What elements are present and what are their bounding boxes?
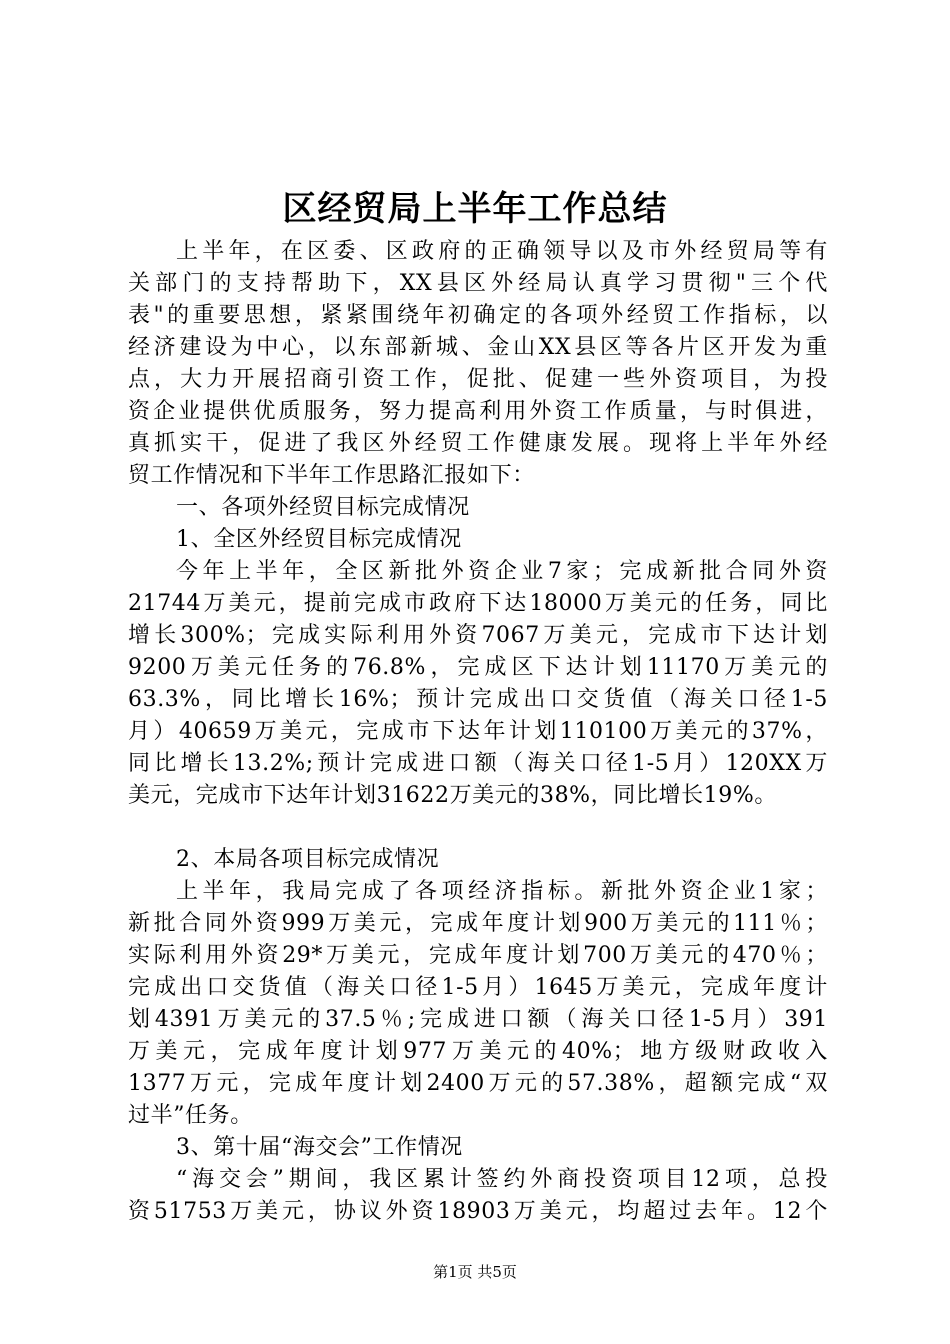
paragraph-line: 真抓实干，促进了我区外经贸工作健康发展。现将上半年外经: [128, 431, 828, 456]
paragraph-line: 1377万元，完成年度计划2400万元的57.38%，超额完成“双: [128, 1071, 828, 1096]
paragraph-line: 划4391万美元的37.5％;完成进口额（海关口径1-5月）391: [128, 1007, 828, 1032]
paragraph-line: 月）40659万美元，完成市下达年计划110100万美元的37%，: [128, 719, 828, 744]
paragraph-line: 关部门的支持帮助下，XX县区外经局认真学习贯彻"三个代: [128, 271, 828, 296]
paragraph-line: 今年上半年，全区新批外资企业7家；完成新批合同外资: [176, 559, 828, 584]
paragraph-line: 63.3%，同比增长16%；预计完成出口交货值（海关口径1-5: [128, 687, 828, 712]
document-title: 区经贸局上半年工作总结: [282, 189, 668, 229]
paragraph-line: 资51753万美元，协议外资18903万美元，均超过去年。12个: [128, 1199, 828, 1224]
paragraph-line: 万美元，完成年度计划977万美元的40%；地方级财政收入: [128, 1039, 828, 1064]
paragraph-line: 点，大力开展招商引资工作，促批、促建一些外资项目，为投: [128, 367, 828, 392]
paragraph-line: 表"的重要思想，紧紧围绕年初确定的各项外经贸工作指标，以: [128, 303, 828, 328]
paragraph-line: 同比增长13.2%;预计完成进口额（海关口径1-5月）120XX万: [128, 751, 828, 776]
paragraph-line: 上半年，我局完成了各项经济指标。新批外资企业1家；: [176, 879, 828, 904]
subsection-heading: 1、全区外经贸目标完成情况: [176, 527, 462, 552]
subsection-heading: 3、第十届“海交会”工作情况: [176, 1135, 463, 1160]
paragraph-line: 实际利用外资29*万美元，完成年度计划700万美元的470％；: [128, 943, 828, 968]
paragraph-line: 美元，完成市下达年计划31622万美元的38%，同比增长19%。: [128, 783, 777, 808]
section-heading: 一、各项外经贸目标完成情况: [176, 495, 470, 520]
paragraph-line: 上半年，在区委、区政府的正确领导以及市外经贸局等有: [176, 239, 828, 264]
paragraph-line: 经济建设为中心，以东部新城、金山XX县区等各片区开发为重: [128, 335, 828, 360]
subsection-heading: 2、本局各项目标完成情况: [176, 847, 440, 872]
paragraph-line: 贸工作情况和下半年工作思路汇报如下：: [128, 463, 535, 488]
document-body: [128, 236, 828, 1228]
paragraph-line: 增长300%；完成实际利用外资7067万美元，完成市下达计划: [128, 623, 828, 648]
paragraph-line: 资企业提供优质服务，努力提高利用外资工作质量，与时俱进，: [128, 399, 828, 424]
paragraph-line: 21744万美元，提前完成市政府下达18000万美元的任务，同比: [128, 591, 828, 616]
paragraph-line: 新批合同外资999万美元，完成年度计划900万美元的111％；: [128, 911, 828, 936]
paragraph-line: 完成出口交货值（海关口径1-5月）1645万美元，完成年度计: [128, 975, 828, 1000]
paragraph-line: “海交会”期间，我区累计签约外商投资项目12项，总投: [176, 1167, 828, 1192]
paragraph-line: 9200万美元任务的76.8%，完成区下达计划11170万美元的: [128, 655, 828, 680]
blank-line: [128, 812, 828, 844]
page-number-footer: 第1页 共5页: [433, 1263, 517, 1281]
paragraph-line: 过半”任务。: [128, 1103, 253, 1128]
